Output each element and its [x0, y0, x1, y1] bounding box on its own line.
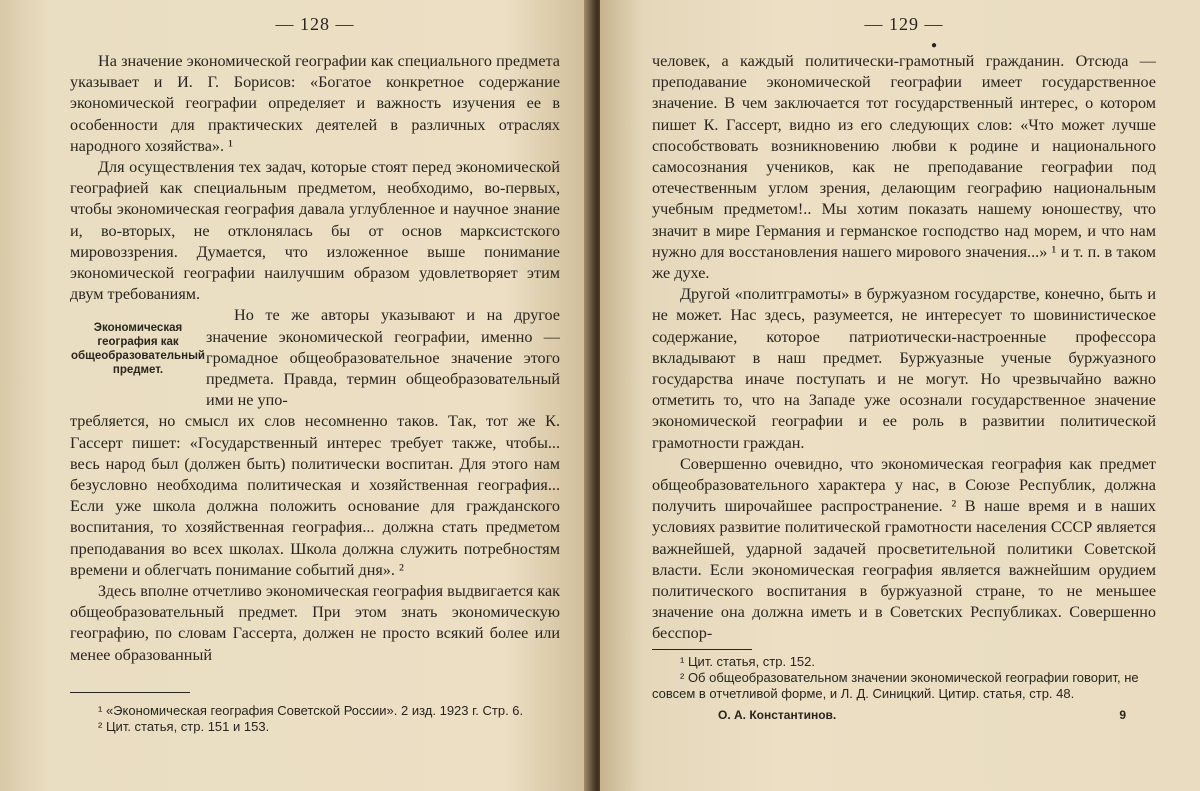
paragraph: Другой «политграмоты» в буржуазном государстве, конечно, быть и не может. Нас здесь, разумеется, не интересует то шовинистическое содержание, которое патриотически-настроенные профессора вкладывают в наш предмет. Буржуазные ученые буржуазного государства иначе поступать и не могут. Но чрезвычайно важно отметить то, что на Западе уже осознали государственное значение экономической географии и ее роль в развитии политической грамотности граждан.	[652, 285, 1156, 452]
paragraph: Здесь вполне отчетливо экономическая география выдвигается как общеобразовательный предмет. При этом знать экономическую географию, по словам Гассерта, должен не просто всякий более или менее образованный	[70, 582, 560, 664]
page-number: — 128 —	[275, 14, 355, 34]
paragraph: человек, а каждый политически-грамотный гражданин. Отсюда — преподавание экономической географии имеет государственное значение. В чем заключается тот государственный интерес, о котором пишет К. Гассерт, видно из его следующих слов: «Что может лучше способствовать возникновению любви к родине и национального самосознания учеников, как не преподавание географии под отечественным углом зрения, делающим географию национальным учебным предметом!.. Мы хотим показать нашему юношеству, что значит в мире Германия и германское господство над морем, и что нам нужно для восстановления нашего мирового значения...» ¹ и т. п. в таком же духе.	[652, 52, 1156, 283]
sheet-number: 9	[1119, 707, 1126, 722]
footnote-divider	[652, 649, 752, 650]
footnote-divider	[70, 692, 190, 693]
paragraph: Совершенно очевидно, что экономическая география как предмет общеобразовательного характера у нас, в Союзе Республик, должна получить широчайшее распространение. ² В наше время и в наших условиях развитие политической грамотности населения СССР является важнейшей, ударной задачей просветительной политики Советской власти. Если экономическая география является важнейшим орудием политического воспитания в буржуазной стране, то не меньшее значение она должна иметь и в Советских Республиках. Совершенно бесспор-	[652, 454, 1156, 643]
footnote: ¹ Цит. статья, стр. 152.	[680, 653, 816, 669]
author-signature: О. А. Константинов.	[718, 707, 837, 722]
right-page	[600, 0, 1200, 791]
footnote: ² Цит. статья, стр. 151 и 153.	[98, 718, 270, 734]
footnote: ² Об общеобразовательном значении экономической географии говорит, не совсем в отчетливой форме, и Л. Д. Синицкий. Цитир. статья, стр. 48.	[652, 669, 1139, 701]
paragraph: На значение экономической географии как специального предмета указывает и И. Г. Борисов: «Богатое конкретное содержание экономической географии определяет и важность изучения ее в особенности для практических деятелей в различных отраслях народного хозяйства». ¹	[70, 52, 560, 155]
sidenote-block	[70, 305, 560, 411]
ink-dot: ●	[930, 40, 938, 51]
page-number: — 129 —	[864, 14, 944, 34]
signature-line	[652, 708, 1156, 722]
paragraph: Для осуществления тех задач, которые стоят перед экономической географией как специальным предметом, необходимо, во-первых, чтобы экономическая география давала углубленное и научное знание и, во-вторых, не отклонялась бы от основ марксистского мировоззрения. Думается, что изложенное выше понимание экономической географии наилучшим образом удовлетворяет этим двум требованиям.	[70, 158, 560, 304]
paragraph: Но те же авторы указывают и на другое значение экономической географии, именно — громадное общеобразовательное значение этого предмета. Правда, термин общеобразовательный ими не упо-	[206, 306, 560, 410]
footnote: ¹ «Экономическая география Советской России». 2 изд. 1923 г. Стр. 6.	[98, 702, 524, 718]
paragraph: требляется, но смысл их слов несомненно таков. Так, тот же К. Гассерт пишет: «Государственный интерес требует также, чтобы... весь народ был (должен быть) политически воспитан. Для этого нам безусловно необходима политическая и хозяйственная география... Если уже школа должна положить основание для гражданского воспитания, то хозяйственная география... должна стать предметом преподавания во всех школах. Школа должна служить потребностям времени и облегчать понимание событий дня». ²	[70, 412, 560, 579]
margin-note: Экономическая география как общеобразовательный предмет.	[71, 322, 205, 377]
left-page	[0, 0, 594, 791]
